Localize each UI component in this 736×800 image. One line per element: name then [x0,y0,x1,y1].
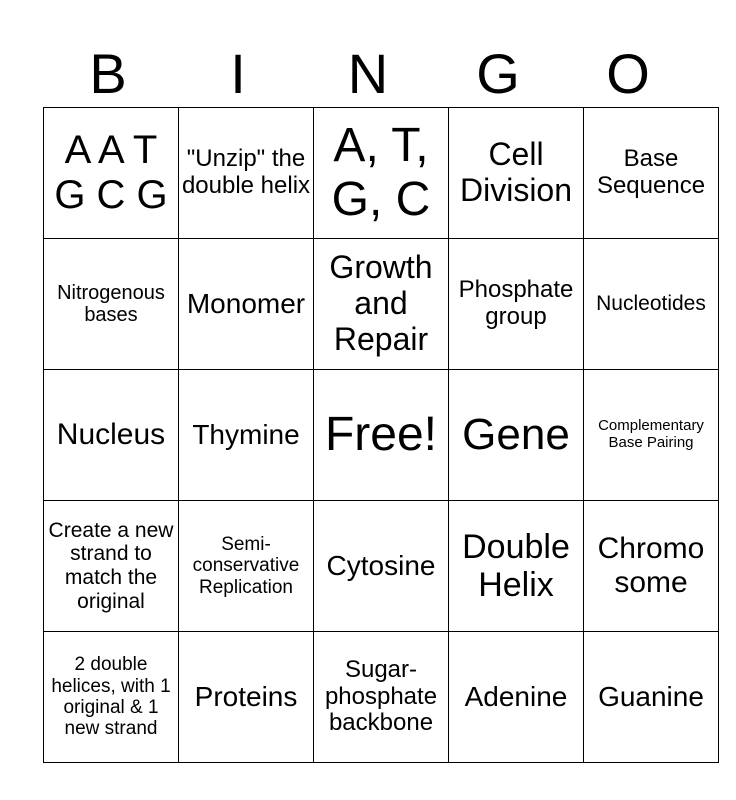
bingo-cell-text: Complementary Base Pairing [598,417,704,451]
bingo-cell-text: Proteins [194,681,298,713]
header-letter-i: I [230,42,246,105]
header-letter-g: G [476,42,520,105]
bingo-cell[interactable] [449,632,584,763]
bingo-cell-text: Gene [462,410,570,460]
bingo-cell[interactable] [179,108,314,239]
bingo-cell-text: Nitrogenous bases [57,281,165,326]
bingo-cell[interactable] [44,501,179,632]
bingo-cell[interactable] [179,370,314,501]
bingo-cell[interactable] [584,370,719,501]
header-letter-n: N [347,42,389,105]
bingo-cell-text: A A T G C G [54,128,168,217]
bingo-cell-text: Nucleotides [596,292,706,316]
bingo-cell[interactable] [314,108,449,239]
bingo-cell-text: Chromo some [597,532,705,599]
bingo-cell[interactable] [314,632,449,763]
bingo-cell-text: Sugar-phosphate backbone [324,655,438,737]
bingo-card [43,107,719,763]
bingo-cell-text: Monomer [186,288,306,320]
bingo-cell-text: "Unzip" the double helix [181,145,311,199]
bingo-cell[interactable] [584,501,719,632]
bingo-cell-text: Double Helix [462,527,570,604]
bingo-cell[interactable] [44,632,179,763]
bingo-cell[interactable] [584,632,719,763]
bingo-cell[interactable] [179,501,314,632]
bingo-cell-text: Semi-conservative Replication [192,534,300,598]
bingo-cell-text: Free! [324,408,438,462]
bingo-cell-text: 2 double helices, with 1 original & 1 new strand [51,654,171,740]
bingo-cell-text: Cytosine [326,550,436,582]
bingo-cell[interactable] [44,239,179,370]
bingo-cell[interactable] [179,239,314,370]
header-letter-o: O [606,42,650,105]
bingo-cell-text: Thymine [192,419,300,451]
bingo-cell[interactable] [449,501,584,632]
bingo-cell[interactable] [449,370,584,501]
bingo-cell[interactable] [584,239,719,370]
bingo-cell[interactable] [449,239,584,370]
bingo-row [44,370,719,501]
bingo-cell-text: Growth and Repair [329,249,433,357]
bingo-row [44,501,719,632]
bingo-cell-text: Cell Division [459,136,573,208]
bingo-cell-text: Phosphate group [458,276,574,330]
bingo-row [44,239,719,370]
bingo-cell[interactable] [44,370,179,501]
bingo-cell-text: Guanine [598,681,704,713]
bingo-cell[interactable] [314,370,449,501]
bingo-cell[interactable] [44,108,179,239]
bingo-cell-text: Nucleus [56,418,166,452]
bingo-cell-text: Base Sequence [596,145,706,199]
bingo-row [44,108,719,239]
bingo-cell[interactable] [314,239,449,370]
bingo-cell[interactable] [314,501,449,632]
bingo-row [44,632,719,763]
header-letter-b: B [89,42,127,105]
bingo-cell[interactable] [584,108,719,239]
bingo-header [43,44,693,104]
bingo-cell-text: A, T, G, C [331,119,431,226]
bingo-cell-text: Create a new strand to match the original [48,518,174,613]
bingo-cell[interactable] [179,632,314,763]
bingo-cell-text: Adenine [464,681,568,713]
bingo-cell[interactable] [449,108,584,239]
